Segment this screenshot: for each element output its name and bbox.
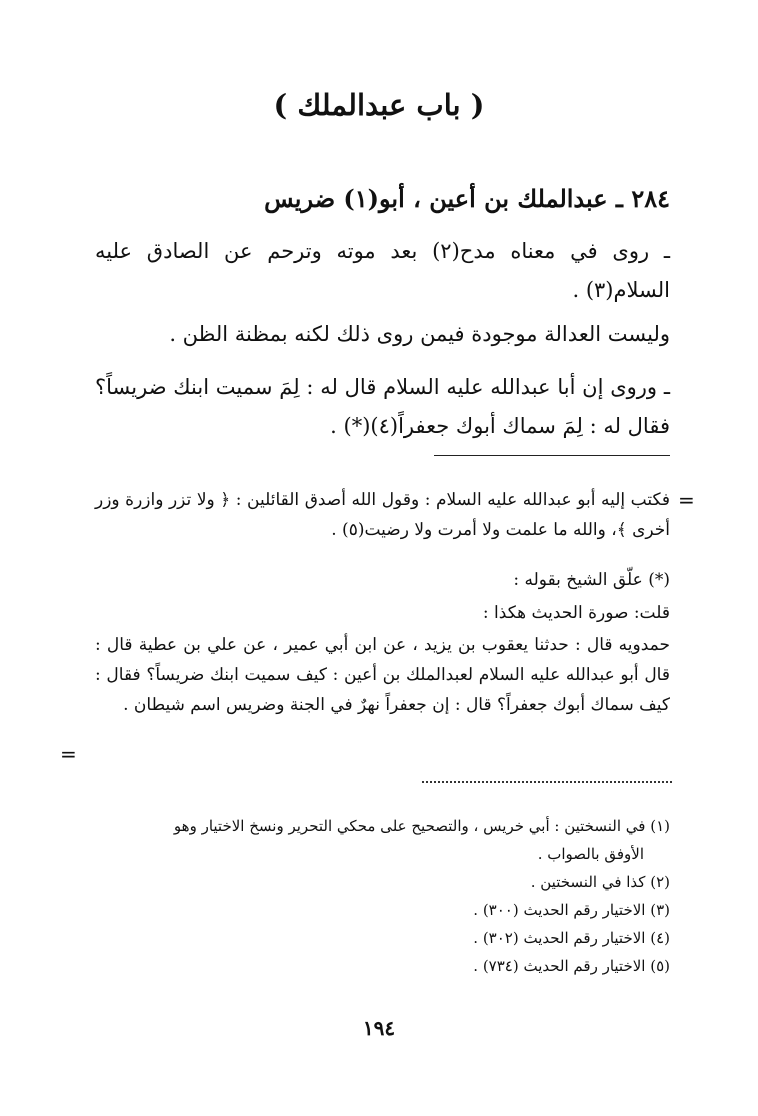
note-paragraph-2: (*) علّق الشيخ بقوله : (513, 570, 670, 590)
note-paragraph-3: قلت: صورة الحديث هكذا : (482, 603, 670, 623)
footnote-2: (٢) كذا في النسختين . (530, 873, 670, 891)
body-paragraph-1: ـ روى في معناه مدح(٢) بعد موته وترحم عن الصادق عليه السلام(٣) . (95, 239, 670, 302)
footnote-5: (٥) الاختيار رقم الحديث (٧٣٤) . (473, 957, 670, 975)
note-paragraph-4: حمدويه قال : حدثنا يعقوب بن يزيد ، عن ابن أبي عمير ، عن علي بن عطية قال : قال أبو عبدالله عليه السلام لعبدالملك بن أعين : كيف سميت ابنك ضريساً؟ فقال : كيف سماك أبوك جعفراً؟ قال : إن جعفراً نهرٌ في الجنة وضريس اسم شيطان . (95, 635, 670, 715)
entry-heading: ٢٨٤ ـ عبدالملك بن أعين ، أبو(١) ضريس (264, 184, 670, 213)
body-paragraph-2: وليست العدالة موجودة فيمن روى ذلك لكنه بمظنة الظن . (169, 322, 670, 346)
dotted-separator (422, 781, 672, 783)
footnotes (95, 812, 670, 980)
note-paragraph-1: فكتب إليه أبو عبدالله عليه السلام : وقول الله أصدق القائلين : ﴿ ولا تزر وازرة وزر أخرى ﴾، والله ما علمت ولا أمرت ولا رضيت(٥) . (95, 490, 670, 540)
footnote-separator (434, 455, 670, 456)
body-paragraph-3: ـ وروى إن أبا عبدالله عليه السلام قال له : لِمَ سميت ابنك ضريساً؟ فقال له : لِمَ سماك أبوك جعفراً(٤)(*) . (95, 375, 670, 438)
footnote-4: (٤) الاختيار رقم الحديث (٣٠٢) . (473, 929, 670, 947)
continuation-mark-bottom: = (60, 742, 77, 766)
footnote-1: (١) في النسختين : أبي خريس ، والتصحيح على محكي التحرير ونسخ الاختيار وهو (173, 817, 670, 835)
footnote-3: (٣) الاختيار رقم الحديث (٣٠٠) . (473, 901, 670, 919)
chapter-title: ( باب عبدالملك ) (273, 88, 485, 122)
continuation-mark-top: = (678, 488, 695, 512)
page-number: ١٩٤ (362, 1016, 396, 1040)
footnote-1-continued: الأوفق بالصواب . (537, 845, 644, 863)
